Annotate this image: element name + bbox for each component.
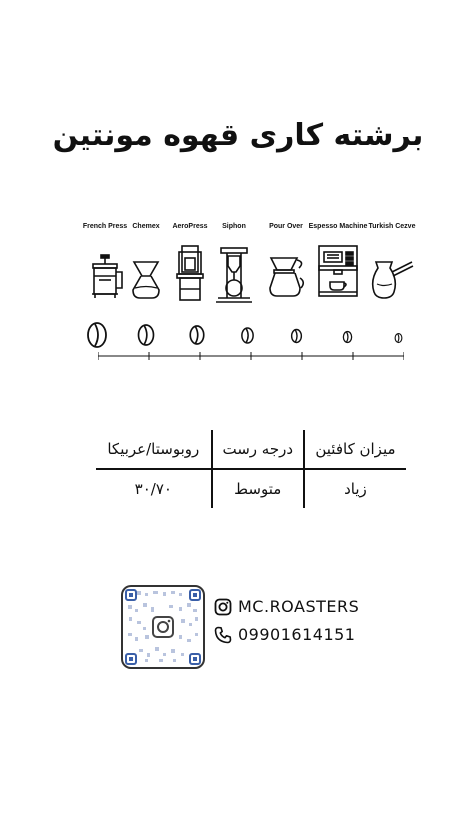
siphon-icon	[214, 246, 254, 304]
brew-method-label: Chemex	[132, 223, 160, 230]
brew-method-turkish-cezve	[362, 214, 422, 300]
coffee-bean-icon	[394, 332, 403, 344]
coffee-bean-icon	[136, 323, 156, 347]
header-blend: روبوستا/عربیکا	[96, 430, 212, 469]
header-roast-level: درجه رست	[212, 430, 304, 469]
phone-number[interactable]	[214, 624, 355, 644]
coffee-bean-icon	[85, 321, 109, 349]
pour-over-icon	[265, 254, 307, 300]
brew-method-pour-over	[256, 214, 316, 300]
instagram-qr-code[interactable]	[121, 585, 205, 669]
phone-icon	[214, 626, 232, 644]
brew-method-label: Siphon	[222, 223, 246, 230]
coffee-bean-icon	[290, 328, 303, 344]
turkish-cezve-icon	[368, 258, 416, 300]
instagram-icon	[214, 598, 232, 616]
value-caffeine: زیاد	[344, 480, 367, 498]
value-roast-level: متوسط	[212, 469, 304, 508]
brew-method-siphon	[204, 214, 264, 304]
page-title: برشته کاری قهوه مونتین	[52, 118, 424, 153]
instagram-handle[interactable]	[214, 596, 359, 616]
brew-method-label: Pour Over	[269, 223, 303, 230]
instagram-handle-text: MC.ROASTERS	[238, 597, 360, 616]
brew-methods	[78, 214, 418, 354]
value-blend: ۳۰/۷۰	[134, 480, 172, 498]
coffee-bean-icon	[240, 326, 255, 345]
coffee-bean-icon	[342, 330, 353, 344]
brew-method-label: Turkish Cezve	[368, 223, 416, 230]
coffee-info-table	[96, 430, 406, 508]
brew-method-label: AeroPress	[172, 223, 208, 230]
brew-method-label: French Press	[82, 223, 128, 230]
brew-method-label: Espesso Machine	[308, 223, 368, 230]
espresso-machine-icon	[316, 244, 360, 300]
header-caffeine: میزان کافئین	[304, 430, 406, 469]
table-row	[96, 469, 406, 508]
coffee-bean-icon	[188, 324, 206, 346]
table-header-row	[96, 430, 406, 469]
grind-scale	[98, 352, 404, 360]
phone-number-text: 09901614151	[238, 625, 356, 644]
qr-code-icon	[123, 587, 203, 667]
brew-method-espresso	[308, 214, 368, 300]
